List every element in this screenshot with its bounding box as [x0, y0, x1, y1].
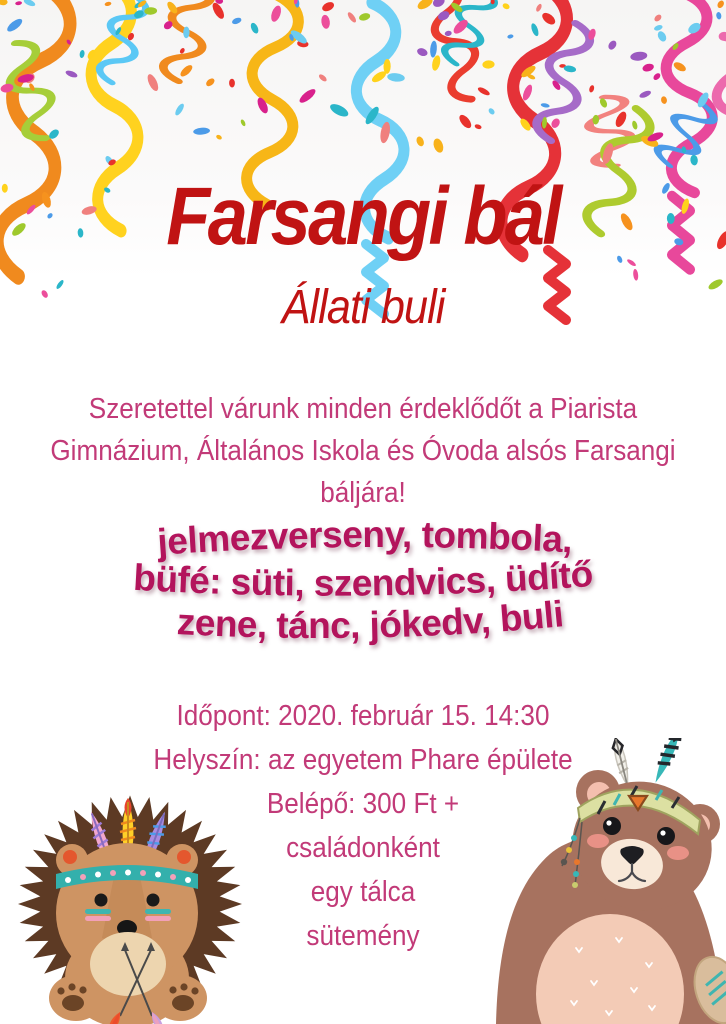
detail-datetime: Időpont: 2020. február 15. 14:30	[176, 700, 550, 732]
highlight-line-1: jelmezverseny, tombola,	[156, 513, 574, 563]
hedgehog-illustration	[12, 788, 248, 1024]
bear-eye-right	[657, 827, 675, 845]
intro-text	[36, 388, 689, 514]
detail-price-cont-1: családonként	[286, 832, 440, 864]
detail-price: Belépő: 300 Ft +	[266, 788, 460, 820]
poster-subtitle: Állati buli	[281, 281, 445, 334]
detail-price-cont-2: egy tálca	[310, 876, 416, 908]
hedgehog-eye-left	[95, 894, 108, 907]
intro-line-3: báljára!	[320, 477, 406, 510]
svg-text:büfé: süti, szendvics, üdítő	[132, 553, 594, 604]
highlights-wordart	[75, 498, 651, 678]
bear-eye-left	[603, 817, 621, 835]
bear-eye-left-glint	[606, 820, 611, 825]
poster-title: Farsangi bál	[166, 171, 560, 262]
intro-line-2: Gimnázium, Általános Iskola és Óvoda alsós Farsangi	[50, 435, 676, 468]
bear-eye-right-glint	[660, 830, 665, 835]
bear-illustration	[486, 738, 726, 1024]
bear-cheek-right	[667, 846, 689, 860]
highlight-line-2: büfé: süti, szendvics, üdítő	[132, 553, 594, 604]
bear-cheek-left	[587, 834, 609, 848]
intro-line-1: Szeretettel várunk minden érdeklődőt a Piarista	[88, 393, 638, 425]
detail-price-cont-3: sütemény	[306, 920, 420, 952]
hedgehog-belly	[90, 932, 166, 996]
hedgehog-eye-right	[147, 894, 160, 907]
svg-text:jelmezverseny, tombola,	[155, 514, 573, 563]
highlight-line-3: zene, tánc, jókedv, buli	[176, 593, 566, 647]
detail-location: Helyszín: az egyetem Phare épülete	[153, 744, 573, 776]
